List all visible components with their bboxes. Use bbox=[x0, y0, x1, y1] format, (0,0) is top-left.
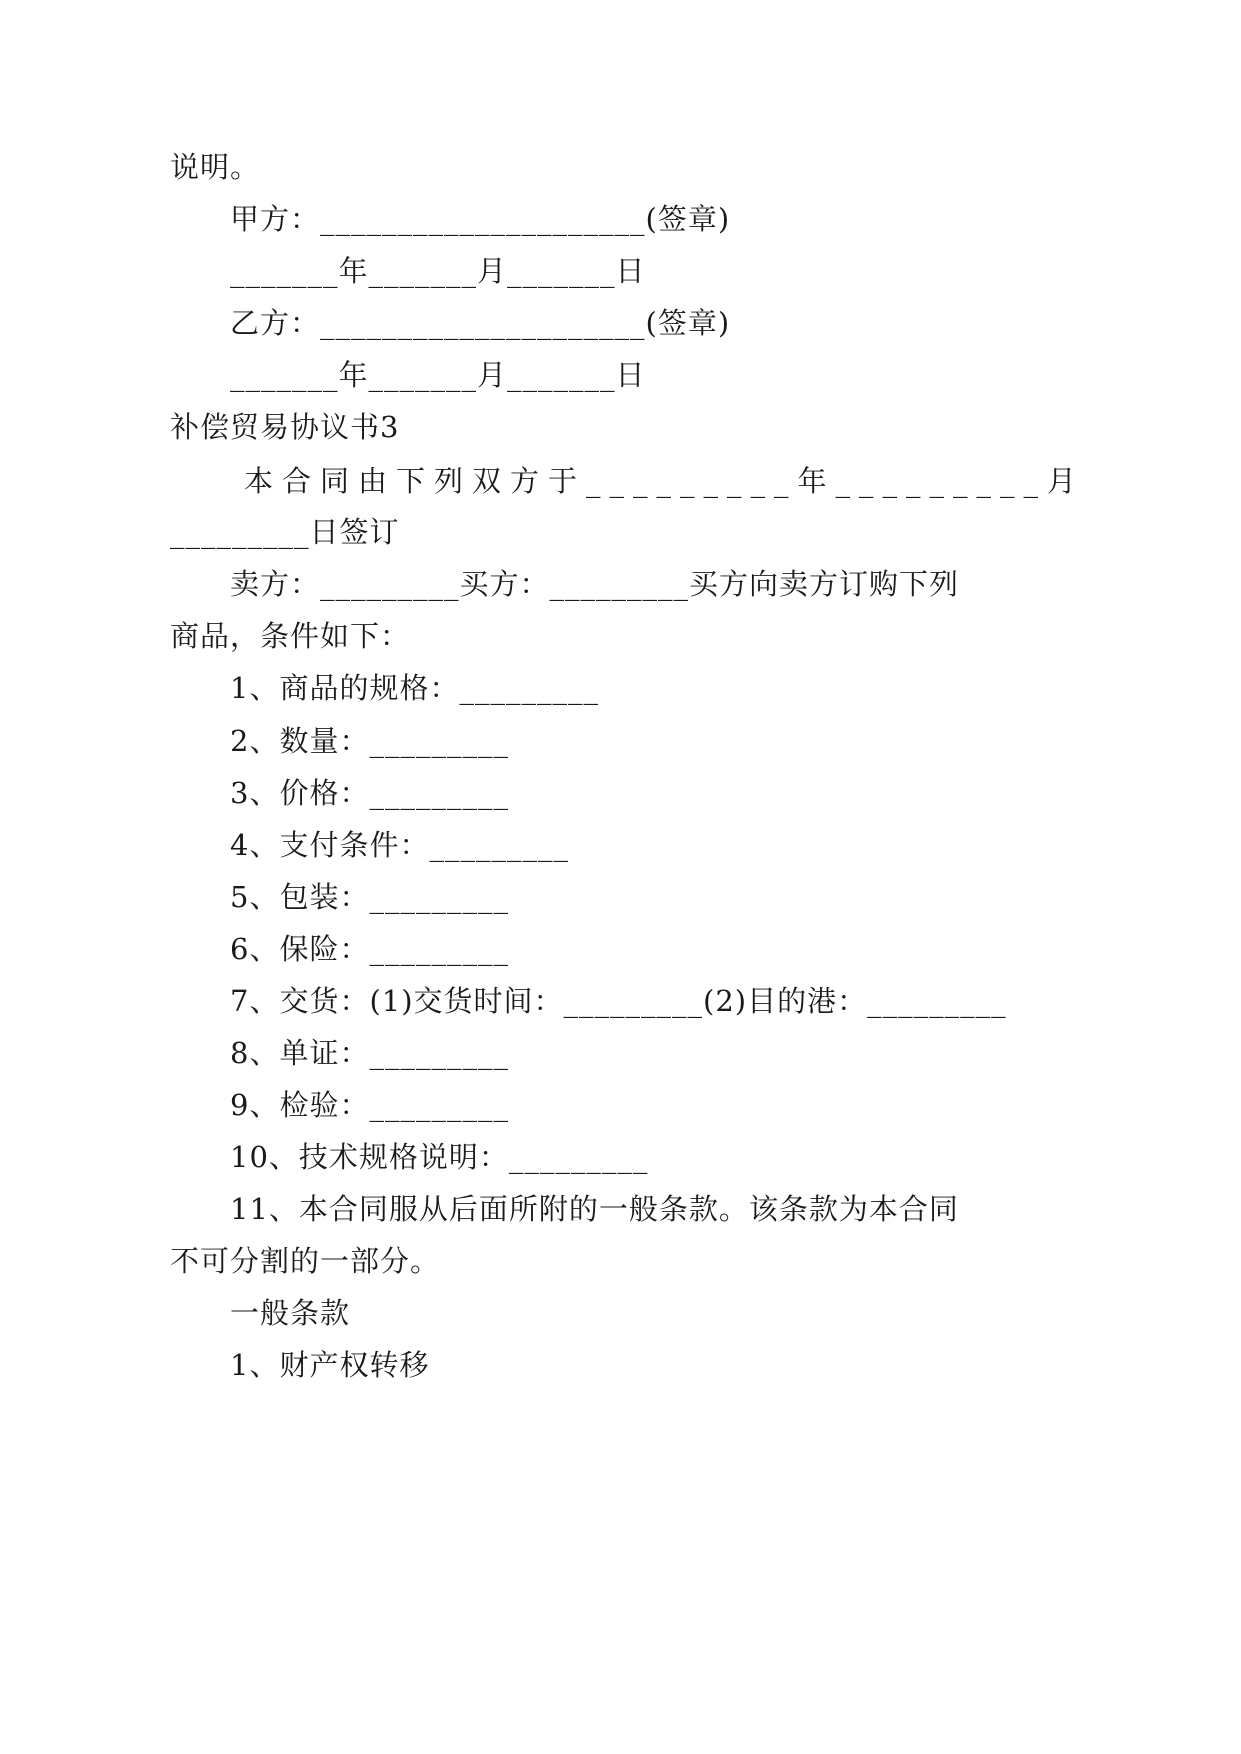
party-a-signature-line: 甲方：_____________________(签章) bbox=[230, 202, 731, 236]
item-general-terms-cont: 不可分割的一部分。 bbox=[170, 1244, 441, 1278]
item-quantity: 2、数量：_________ bbox=[230, 724, 509, 758]
item-price: 3、价格：_________ bbox=[230, 776, 509, 810]
party-a-date-line: _______年_______月_______日 bbox=[230, 254, 646, 288]
item-insurance: 6、保险：_________ bbox=[230, 932, 509, 966]
conditions-intro: 商品，条件如下： bbox=[170, 619, 411, 653]
item-packing: 5、包装：_________ bbox=[230, 880, 509, 914]
item-payment: 4、支付条件：_________ bbox=[230, 828, 569, 862]
item-general-terms: 11、本合同服从后面所附的一般条款。该条款为本合同 bbox=[230, 1192, 959, 1226]
item-documents: 8、单证：_________ bbox=[230, 1036, 509, 1070]
party-b-date-line: _______年_______月_______日 bbox=[230, 358, 646, 392]
general-terms-heading: 一般条款 bbox=[230, 1296, 351, 1330]
section-title: 补偿贸易协议书3 bbox=[170, 410, 400, 444]
item-specification: 1、商品的规格：_________ bbox=[230, 671, 599, 705]
contract-intro-line-2: _________日签订 bbox=[170, 515, 400, 549]
party-b-signature-line: 乙方：_____________________(签章) bbox=[230, 306, 731, 340]
item-inspection: 9、检验：_________ bbox=[230, 1088, 509, 1122]
parties-line: 卖方：_________买方：_________买方向卖方订购下列 bbox=[230, 567, 960, 601]
text-line-1: 说明。 bbox=[170, 150, 261, 184]
item-delivery: 7、交货：(1)交货时间：_________(2)目的港：_________ bbox=[230, 984, 1007, 1018]
contract-intro-line: 本合同由下列双方于_________年_________月 bbox=[244, 464, 1086, 498]
property-transfer-heading: 1、财产权转移 bbox=[230, 1348, 430, 1382]
item-technical-spec: 10、技术规格说明：_________ bbox=[230, 1140, 649, 1174]
